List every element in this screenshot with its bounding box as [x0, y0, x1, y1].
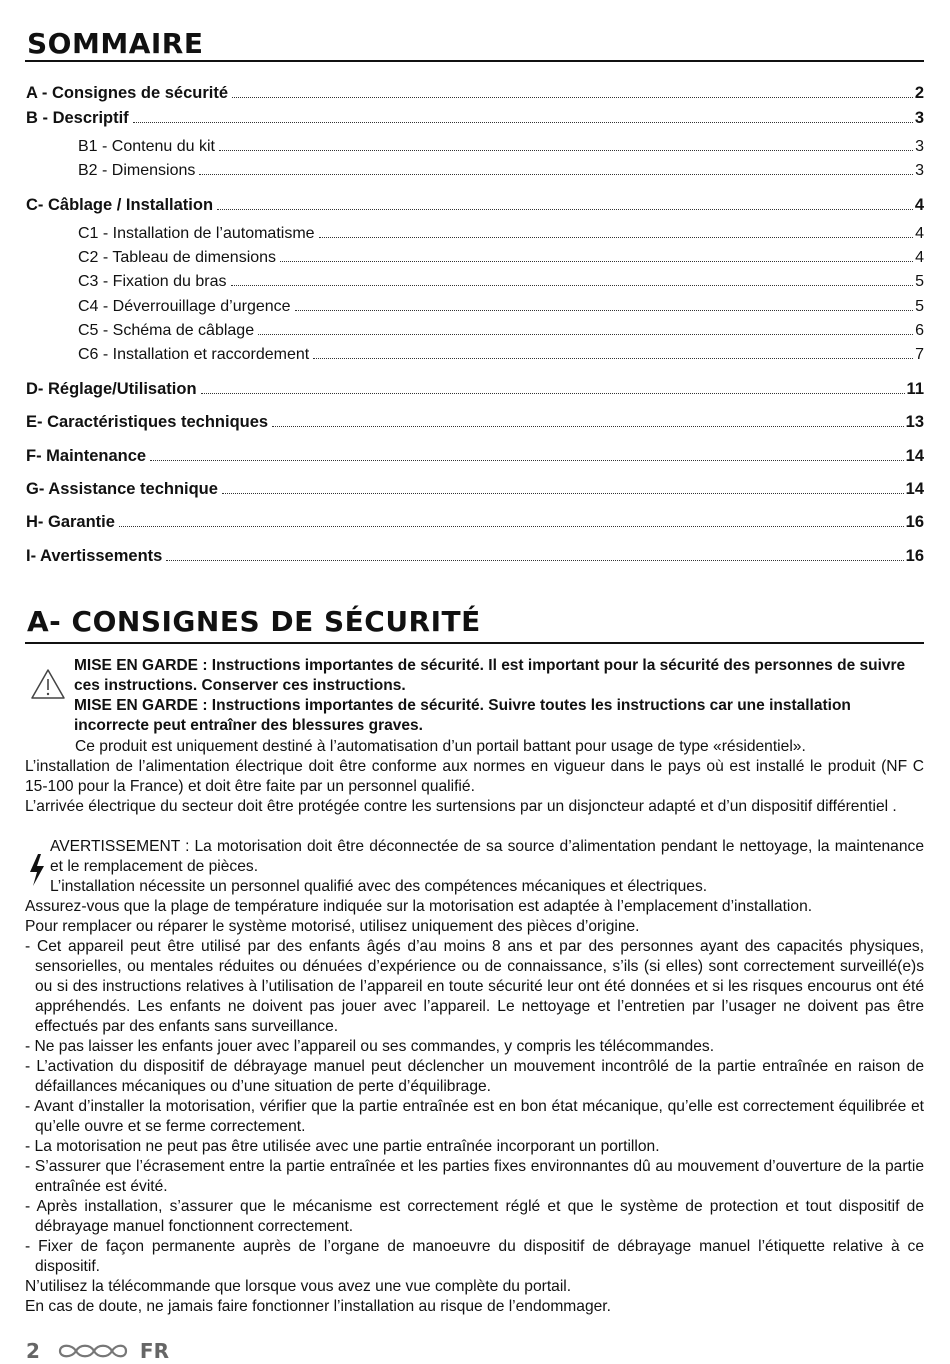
bullet-crushing: - S’assurer que l’écrasement entre la partie entraînée et les parties fixes environnantes dû au mouvement d’ouverture de la partie entraînée est évité. — [25, 1158, 924, 1195]
toc-entry[interactable] — [26, 83, 924, 103]
toc-entry-page: 16 — [905, 513, 924, 531]
toc-entry-page: 11 — [906, 380, 924, 398]
toc-entry-page: 4 — [915, 225, 924, 242]
paragraph-temperature: Assurez-vous que la plage de température indiquée sur la motorisation est adaptée à l’emplacement d’installation. — [25, 898, 813, 915]
toc-entry[interactable] — [26, 321, 924, 341]
toc-entry-page: 4 — [914, 196, 924, 214]
toc-entry-label: C6 - Installation et raccordement — [78, 346, 310, 363]
bullet-remote: - Ne pas laisser les enfants jouer avec l’appareil ou ses commandes, y compris les télécommandes. — [25, 1038, 715, 1055]
brand-loop-logo-icon — [50, 1340, 128, 1362]
toc-entry-label: B1 - Contenu du kit — [78, 138, 215, 155]
toc-entry-label: C2 - Tableau de dimensions — [78, 249, 277, 266]
toc-leader-dots — [313, 358, 913, 359]
safety-rule — [25, 642, 924, 644]
page-footer — [26, 1338, 169, 1364]
toc-entry-label: D- Réglage/Utilisation — [26, 380, 197, 398]
safety-title: A- CONSIGNES DE SÉCURITÉ — [27, 605, 481, 638]
sommaire-rule — [25, 60, 924, 62]
avertissement-2: L’installation nécessite un personnel qualifié avec des compétences mécaniques et électriques. — [50, 878, 708, 895]
bullet-label: - Fixer de façon permanente auprès de l’organe de manoeuvre du dispositif de débrayage manuel l’étiquette relative à ce dispositif. — [25, 1238, 924, 1275]
toc-entry-page: 7 — [915, 346, 924, 363]
warning-1: MISE EN GARDE : Instructions importantes de sécurité. Il est important pour la sécurité des personnes de suivre ces instructions. Conserver ces instructions. — [74, 657, 906, 694]
warning-2: MISE EN GARDE : Instructions importantes de sécurité. Suivre toutes les instructions car une installation incorrecte peut entraîner des blessures graves. — [74, 697, 851, 734]
toc-entry-label: A - Consignes de sécurité — [26, 84, 229, 102]
toc-entry[interactable] — [26, 272, 924, 292]
toc-entry[interactable] — [26, 412, 924, 432]
toc-entry[interactable] — [26, 195, 924, 215]
toc-entry-page: 4 — [915, 249, 924, 266]
bullet-mechanical-state: - Avant d’installer la motorisation, vérifier que la partie entraînée est en bon état mécanique, qu’elle est correctement équilibrée et qu’elle ouvre et se ferme correctement. — [25, 1098, 924, 1135]
toc-entry[interactable] — [26, 446, 924, 466]
toc-entry-page: 2 — [914, 84, 924, 102]
bullet-adjustment: - Après installation, s’assurer que le mécanisme est correctement réglé et que le système de protection et tout dispositif de débrayage manuel fonctionnent correctement. — [25, 1198, 924, 1235]
paragraph-view: N’utilisez la télécommande que lorsque vous avez une vue complète du portail. — [25, 1278, 572, 1295]
toc-entry-page: 13 — [905, 413, 924, 431]
toc-entry[interactable] — [26, 345, 924, 365]
toc-entry-page: 5 — [915, 298, 924, 315]
paragraph-usage: Ce produit est uniquement destiné à l’automatisation d’un portail battant pour usage de type «résidentiel». — [75, 738, 806, 755]
paragraph-doubt: En cas de doute, ne jamais faire fonctionner l’installation au risque de l’endommager. — [25, 1298, 611, 1315]
toc-leader-dots — [201, 393, 905, 394]
toc-leader-dots — [231, 285, 914, 286]
toc-entry-label: B - Descriptif — [26, 109, 129, 127]
toc-entry-page: 16 — [905, 547, 924, 565]
toc-entry[interactable] — [26, 512, 924, 532]
page-number: 2 — [26, 1339, 40, 1363]
toc-entry-label: C5 - Schéma de câblage — [78, 322, 255, 339]
paragraph-breaker: L’arrivée électrique du secteur doit être protégée contre les surtensions par un disjoncteur adapté et d’un dispositif différentiel . — [25, 798, 897, 815]
toc-entry-label: B2 - Dimensions — [78, 162, 196, 179]
bullet-manual-release: - L’activation du dispositif de débrayage manuel peut déclencher un mouvement incontrôlé de la partie entraînée en raison de défaillances mécaniques ou d’une situation de perte d’équilibrage. — [25, 1058, 924, 1095]
toc-leader-dots — [217, 209, 913, 210]
toc-entry-page: 5 — [915, 273, 924, 290]
toc-leader-dots — [133, 122, 913, 123]
toc-entry[interactable] — [26, 161, 924, 181]
toc-leader-dots — [280, 261, 913, 262]
toc-entry[interactable] — [26, 108, 924, 128]
toc-leader-dots — [319, 237, 914, 238]
safety-rules — [25, 897, 924, 1317]
toc-entry-label: H- Garantie — [26, 513, 115, 531]
toc-entry-label: C- Câblage / Installation — [26, 196, 214, 214]
toc-entry-label: C3 - Fixation du bras — [78, 273, 227, 290]
toc-entry-label: C4 - Déverrouillage d’urgence — [78, 298, 291, 315]
toc-entry-label: E- Caractéristiques techniques — [26, 413, 269, 431]
toc-entry-page: 3 — [914, 109, 924, 127]
toc-entry-page: 3 — [915, 162, 924, 179]
toc-leader-dots — [166, 560, 903, 561]
toc-leader-dots — [222, 493, 904, 494]
toc-leader-dots — [219, 150, 913, 151]
bullet-children: - Cet appareil peut être utilisé par des enfants âgés d’au moins 8 ans et par des personnes ayant des capacités physiques, sensorielles, ou mentales réduites ou dénuées d’expérience ou de connaissance, s’ils (si elles) sont correctement surveillé(e)s ou si des instructions relatives à l’utilisation de l’appareil en toute sécurité leur ont été données et si les risques encourus ont été appréhendés. Les enfants ne doivent pas jouer avec l’appareil. Le nettoyage et l’entretien par l’usager ne doivent pas être effectués par des enfants sans surveillance. — [25, 938, 924, 1035]
toc-entry[interactable] — [26, 379, 924, 399]
toc-entry[interactable] — [26, 546, 924, 566]
avertissement-block — [25, 837, 924, 897]
toc-entry[interactable] — [26, 137, 924, 157]
toc-leader-dots — [272, 426, 904, 427]
sommaire-title: SOMMAIRE — [27, 27, 204, 60]
toc-leader-dots — [258, 334, 913, 335]
toc-entry-page: 14 — [905, 447, 924, 465]
toc-leader-dots — [199, 174, 913, 175]
toc-entry[interactable] — [26, 248, 924, 268]
toc-entry-page: 3 — [915, 138, 924, 155]
toc-leader-dots — [295, 310, 914, 311]
paragraph-original-parts: Pour remplacer ou réparer le système motorisé, utilisez uniquement des pièces d’origine. — [25, 918, 640, 935]
language-code: FR — [139, 1339, 169, 1363]
toc-entry-label: I- Avertissements — [26, 547, 163, 565]
toc-entry[interactable] — [26, 479, 924, 499]
toc-entry-label: F- Maintenance — [26, 447, 147, 465]
toc-leader-dots — [119, 526, 904, 527]
toc-entry-page: 14 — [905, 480, 924, 498]
toc-leader-dots — [232, 97, 913, 98]
toc-entry[interactable] — [26, 297, 924, 317]
safety-intro — [25, 737, 924, 817]
toc-leader-dots — [150, 460, 904, 461]
avertissement-1: AVERTISSEMENT : La motorisation doit être déconnectée de sa source d’alimentation pendant le nettoyage, la maintenance et le remplacement de pièces. — [50, 838, 924, 875]
toc-entry-label: C1 - Installation de l’automatisme — [78, 225, 315, 242]
toc-entry-label: G- Assistance technique — [26, 480, 218, 498]
toc-entry[interactable] — [26, 224, 924, 244]
bullet-wicket: - La motorisation ne peut pas être utilisée avec une partie entraînée incorporant un portillon. — [25, 1138, 660, 1155]
warning-block — [26, 656, 924, 736]
toc-entry-page: 6 — [915, 322, 924, 339]
paragraph-power-supply: L’installation de l’alimentation électrique doit être conforme aux normes en vigueur dans le pays où est installé le produit (NF C 15-100 pour la France) et doit être faite par un personnel qualifié. — [25, 758, 924, 795]
